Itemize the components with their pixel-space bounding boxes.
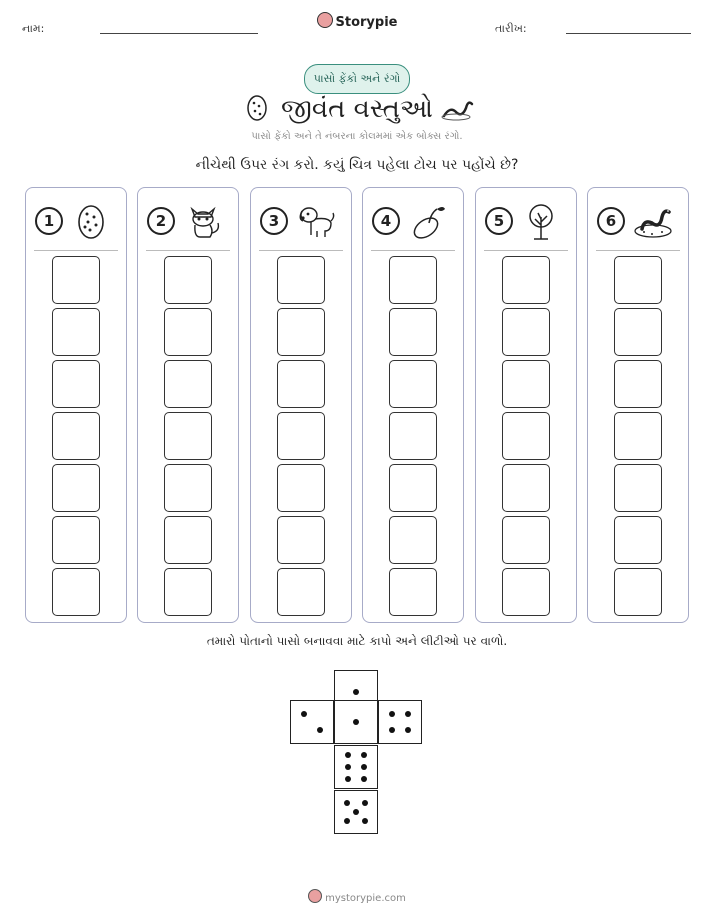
- color-box[interactable]: [614, 360, 662, 408]
- color-box[interactable]: [52, 516, 100, 564]
- color-box[interactable]: [277, 308, 325, 356]
- color-box[interactable]: [502, 464, 550, 512]
- color-box[interactable]: [389, 256, 437, 304]
- dice-pip: [362, 818, 368, 824]
- color-box[interactable]: [614, 256, 662, 304]
- column-divider: [34, 250, 118, 251]
- color-box[interactable]: [614, 516, 662, 564]
- color-box[interactable]: [164, 516, 212, 564]
- dice-face-6: [334, 745, 378, 789]
- dice-pip: [345, 764, 351, 770]
- color-box[interactable]: [164, 464, 212, 512]
- date-line[interactable]: [566, 33, 691, 34]
- column-number: 2: [147, 207, 175, 235]
- color-box[interactable]: [164, 360, 212, 408]
- color-box[interactable]: [614, 464, 662, 512]
- color-box[interactable]: [52, 256, 100, 304]
- color-box[interactable]: [389, 308, 437, 356]
- column-5: [475, 187, 577, 623]
- brand-logo: [0, 12, 714, 30]
- dice-pip: [344, 818, 350, 824]
- worm-icon: [632, 201, 674, 241]
- column-number: 3: [260, 207, 288, 235]
- color-box[interactable]: [277, 256, 325, 304]
- puppy-icon: [295, 201, 337, 241]
- color-box[interactable]: [389, 464, 437, 512]
- brand-text: Storypie: [335, 15, 398, 30]
- column-number: 5: [485, 207, 513, 235]
- color-box[interactable]: [614, 308, 662, 356]
- dice-face-1: [334, 700, 378, 744]
- color-box[interactable]: [277, 464, 325, 512]
- column-divider: [484, 250, 568, 251]
- name-label: નામ:: [22, 22, 45, 35]
- column-number: 1: [35, 207, 63, 235]
- color-box[interactable]: [164, 256, 212, 304]
- bear-logo-icon: [317, 12, 333, 28]
- color-box[interactable]: [502, 568, 550, 616]
- color-box[interactable]: [164, 412, 212, 460]
- color-box[interactable]: [277, 516, 325, 564]
- color-box[interactable]: [502, 516, 550, 564]
- dice-pip: [317, 727, 323, 733]
- color-box[interactable]: [52, 360, 100, 408]
- kitten-icon: [182, 201, 224, 241]
- color-box[interactable]: [389, 412, 437, 460]
- color-box[interactable]: [164, 308, 212, 356]
- column-4: [362, 187, 464, 623]
- color-box[interactable]: [164, 568, 212, 616]
- dice-pip: [405, 711, 411, 717]
- column-6: [587, 187, 689, 623]
- dice-pip: [361, 752, 367, 758]
- column-divider: [146, 250, 230, 251]
- column-divider: [259, 250, 343, 251]
- dice-face-5: [334, 790, 378, 834]
- page-subtitle: પાસો ફેંકો અને તે નંબરના કોલમમાં એક બોક્સ રંગો.: [251, 131, 463, 142]
- dice-pip: [389, 727, 395, 733]
- seed-sprout-icon: [407, 201, 449, 241]
- dice-pip: [362, 800, 368, 806]
- dice-pip: [345, 752, 351, 758]
- cutout-instruction: તમારો પોતાનો પાસો બનાવવા માટે કાપો અને લીટીઓ પર વાળો.: [206, 634, 508, 648]
- color-box[interactable]: [389, 360, 437, 408]
- column-number: 6: [597, 207, 625, 235]
- color-box[interactable]: [52, 308, 100, 356]
- instruction-text: નીચેથી ઉપર રંગ કરો. કયું ચિત્ર પહેલા ટોચ પર પહોંચે છે?: [195, 157, 519, 173]
- color-box[interactable]: [614, 412, 662, 460]
- dice-pip: [361, 776, 367, 782]
- color-box[interactable]: [52, 568, 100, 616]
- color-box[interactable]: [52, 464, 100, 512]
- color-box[interactable]: [277, 360, 325, 408]
- activity-badge: પાસો ફેંકો અને રંગો: [304, 64, 410, 94]
- page-title: જીવંત વસ્તુઓ: [281, 94, 433, 124]
- color-box[interactable]: [502, 412, 550, 460]
- column-2: [137, 187, 239, 623]
- dice-face-4: [378, 700, 422, 744]
- column-divider: [596, 250, 680, 251]
- column-3: [250, 187, 352, 623]
- bear-logo-icon: [308, 889, 322, 903]
- footer-url: mystorypie.com: [325, 893, 406, 904]
- dice-pip: [345, 776, 351, 782]
- egg-icon: [70, 201, 112, 241]
- dice-pip: [353, 689, 359, 695]
- dice-pip: [353, 719, 359, 725]
- dice-face-2: [290, 700, 334, 744]
- dice-pip: [301, 711, 307, 717]
- color-box[interactable]: [277, 568, 325, 616]
- name-line[interactable]: [100, 33, 258, 34]
- color-box[interactable]: [277, 412, 325, 460]
- color-box[interactable]: [389, 568, 437, 616]
- dice-pip: [361, 764, 367, 770]
- column-divider: [371, 250, 455, 251]
- footer: [0, 889, 714, 904]
- color-box[interactable]: [614, 568, 662, 616]
- dice-pip: [353, 809, 359, 815]
- color-box[interactable]: [502, 256, 550, 304]
- title-worm-icon: [440, 96, 474, 124]
- color-box[interactable]: [502, 308, 550, 356]
- column-number: 4: [372, 207, 400, 235]
- color-box[interactable]: [389, 516, 437, 564]
- dice-pip: [405, 727, 411, 733]
- date-label: તારીખ:: [495, 22, 527, 35]
- tree-icon: [520, 201, 562, 241]
- color-box[interactable]: [502, 360, 550, 408]
- color-box[interactable]: [52, 412, 100, 460]
- dice-pip: [344, 800, 350, 806]
- dice-pip: [389, 711, 395, 717]
- column-1: [25, 187, 127, 623]
